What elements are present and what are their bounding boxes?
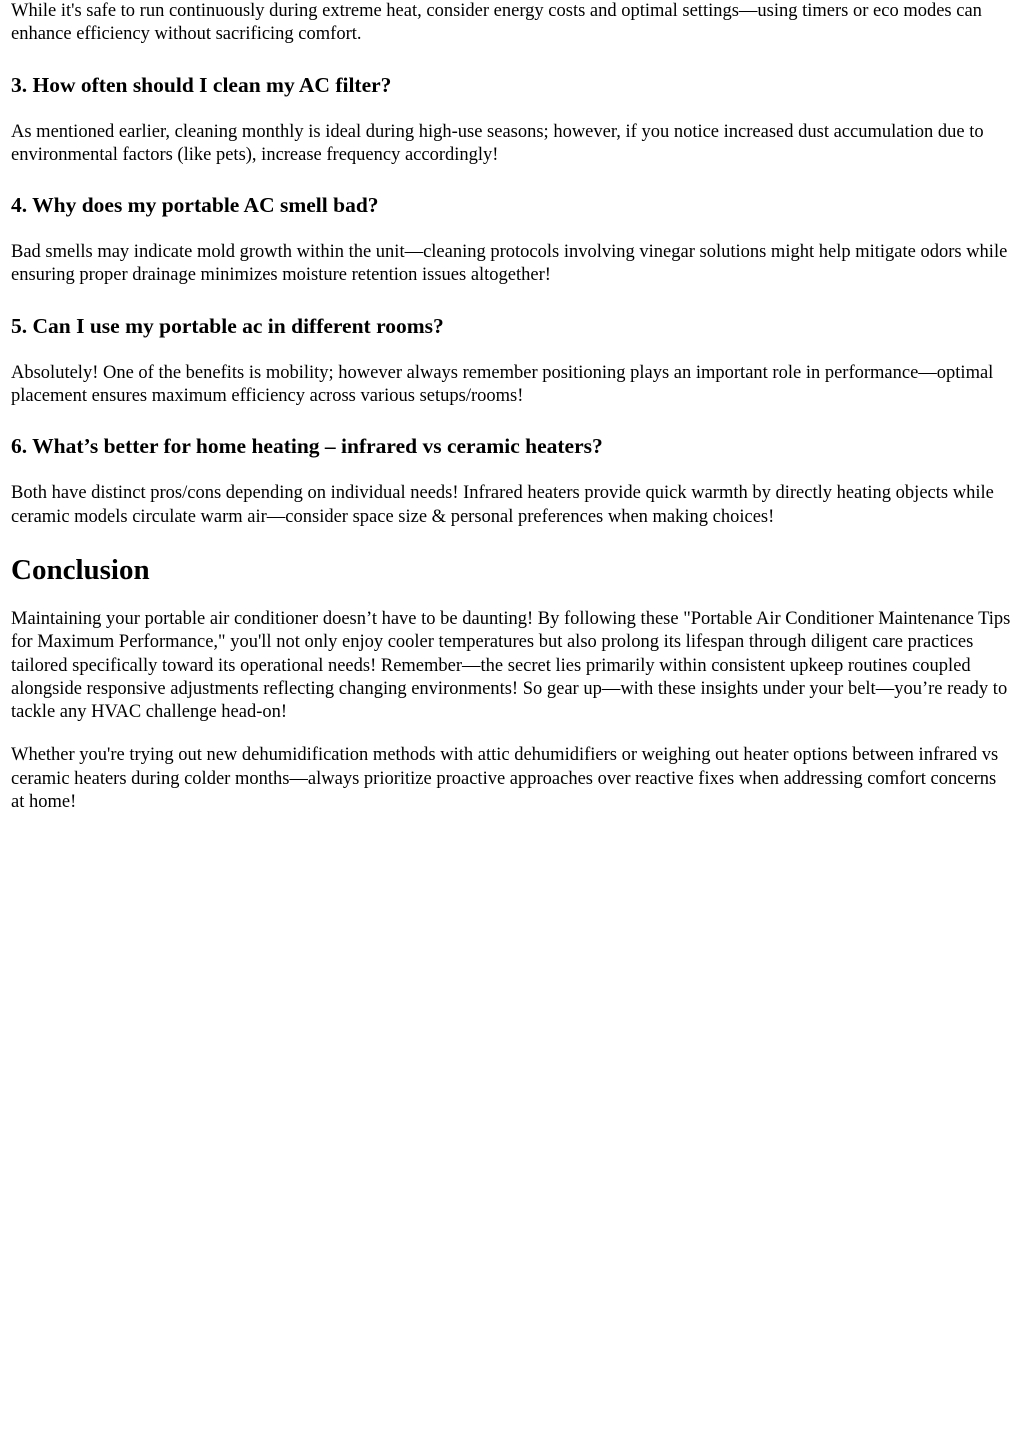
faq-question: 3. How often should I clean my AC filter? [11,72,392,97]
faq-question: 4. Why does my portable AC smell bad? [11,193,379,218]
conclusion-heading: Conclusion [11,553,150,586]
faq-answer: Bad smells may indicate mold growth within the unit—cleaning protocols involving vinegar solutions might help mitigate odors while ensuring proper drainage minimizes moisture retention issues altogether! [11,242,1008,286]
conclusion-paragraph: Maintaining your portable air conditioner doesn’t have to be daunting! By following these "Portable Air Conditioner Maintenance Tips for Maximum Performance," you'll not only enjoy cooler temperatures but also prolong its lifespan through diligent care practices tailored specifically toward its operational needs! Remember—the secret lies primarily within consistent upkeep routines coupled alongside responsive adjustments reflecting changing environments! So gear up—with these insights under your belt—you’re ready to tackle any HVAC challenge head-on! [11,608,1011,723]
intro-paragraph: While it's safe to run continuously during extreme heat, consider energy costs and optimal settings—using timers or eco modes can enhance efficiency without sacrificing comfort. [11,1,982,45]
conclusion-section [11,553,1013,814]
faq-item [11,313,1013,409]
faq-answer: Absolutely! One of the benefits is mobility; however always remember positioning plays an important role in performance—optimal placement ensures maximum efficiency across various setups/rooms! [11,362,994,407]
faq-item [11,433,1013,529]
conclusion-paragraph: Whether you're trying out new dehumidification methods with attic dehumidifiers or weighing out heater options between infrared vs ceramic heaters during colder months—always prioritize proactive approaches over reactive fixes when addressing comfort concerns at home! [11,745,999,813]
faq-answer: As mentioned earlier, cleaning monthly is ideal during high-use seasons; however, if you notice increased dust accumulation due to environmental factors (like pets), increase frequency accordingly! [11,121,984,165]
faq-question: 6. What’s better for home heating – infrared vs ceramic heaters? [11,434,603,459]
faq-question: 5. Can I use my portable ac in different rooms? [11,313,444,338]
faq-item [11,72,1013,168]
faq-item [11,192,1013,288]
faq-answer: Both have distinct pros/cons depending on individual needs! Infrared heaters provide quick warmth by directly heating objects while ceramic models circulate warm air—consider space size & personal preferences when making choices! [11,483,994,527]
